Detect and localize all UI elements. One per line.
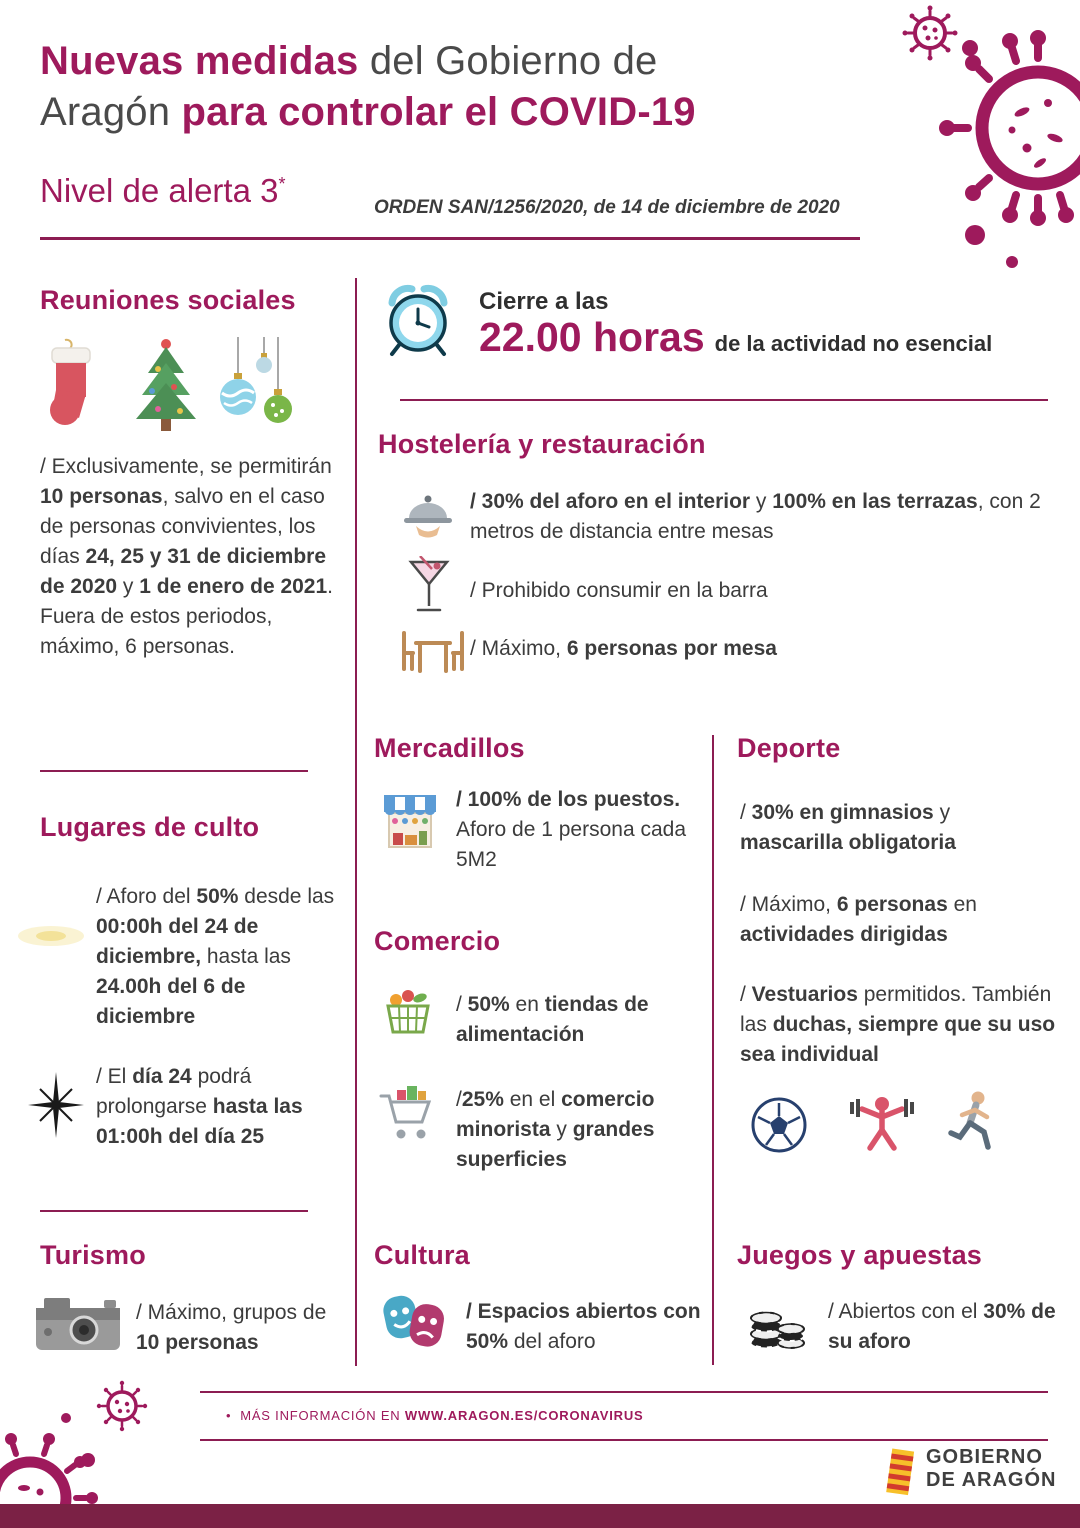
title-line-1 bbox=[40, 36, 880, 87]
culto-item-2: / El día 24 podrá prolongarse hasta las 01:00h del día 25 bbox=[96, 1065, 303, 1149]
deporte-heading: Deporte bbox=[737, 733, 841, 763]
deporte-item-1: / 30% en gimnasios y mascarilla obligatoria bbox=[740, 801, 956, 855]
column-divider-1 bbox=[355, 278, 357, 1366]
alert-level-label bbox=[40, 172, 285, 210]
juegos-item: / Abiertos con el 30% de su aforo bbox=[828, 1300, 1056, 1354]
footer-info bbox=[226, 1408, 644, 1423]
comercio-item-1: / 50% en tiendas de alimentación bbox=[456, 993, 649, 1047]
grocery-basket-icon bbox=[382, 984, 434, 1038]
reuniones-sociales-heading: Reuniones sociales bbox=[40, 285, 296, 315]
reuniones-sociales-text: / Exclusivamente, se permitirán 10 personas, salvo en el caso de personas convivientes, los días 24, 25 y 31 de diciembre de 2020 y 1 de enero de 2021. Fuera de estos periodos, máximo, 6 personas. bbox=[40, 455, 334, 659]
alert-level-text: Nivel de alerta 3 bbox=[40, 172, 279, 209]
stocking-icon bbox=[45, 338, 101, 433]
virus-decoration-top-right bbox=[900, 0, 1080, 300]
hosteleria-item-2: / Prohibido consumir en la barra bbox=[470, 579, 768, 602]
soccer-ball-icon bbox=[750, 1096, 808, 1154]
alert-asterisk: * bbox=[278, 174, 286, 194]
theater-masks-icon bbox=[377, 1290, 449, 1354]
mercadillos-heading: Mercadillos bbox=[374, 733, 525, 763]
table-chairs-icon bbox=[398, 627, 468, 675]
logo-line-1: GOBIERNO bbox=[926, 1446, 1043, 1468]
deporte-item-3: / Vestuarios permitidos. También las duchas, siempre que su uso sea individual bbox=[740, 983, 1056, 1067]
cocktail-icon bbox=[408, 556, 450, 616]
hosteleria-item-3: / Máximo, 6 personas por mesa bbox=[470, 637, 777, 660]
weightlifter-icon bbox=[848, 1090, 916, 1156]
hosteleria-heading: Hostelería y restauración bbox=[378, 429, 706, 459]
title-line-2 bbox=[40, 87, 880, 138]
footer-rule-top bbox=[200, 1391, 1048, 1393]
footer-bullet: • bbox=[226, 1408, 232, 1423]
turismo-item: / Máximo, grupos de 10 personas bbox=[136, 1301, 327, 1355]
page-title bbox=[40, 36, 880, 138]
order-reference: ORDEN SAN/1256/2020, de 14 de diciembre de 2020 bbox=[374, 197, 840, 218]
camera-icon bbox=[34, 1292, 122, 1354]
candle-glow-icon bbox=[14, 912, 88, 958]
baubles-icon bbox=[218, 337, 294, 437]
closing-time-banner bbox=[479, 314, 1059, 361]
gobierno-aragon-logo bbox=[884, 1446, 1056, 1492]
section-divider-left-1 bbox=[40, 770, 308, 772]
shopping-cart-icon bbox=[377, 1082, 439, 1144]
footer-rule-bottom bbox=[200, 1439, 1048, 1441]
closing-time: 22.00 horas bbox=[479, 314, 705, 360]
closing-intro: Cierre a las bbox=[479, 288, 609, 315]
cultura-heading: Cultura bbox=[374, 1240, 470, 1270]
logo-text bbox=[926, 1446, 1056, 1492]
column-divider-2 bbox=[712, 735, 714, 1365]
title-bold-1: Nuevas medidas bbox=[40, 39, 359, 83]
title-rest-1: del Gobierno de bbox=[358, 39, 658, 83]
lugares-culto-heading: Lugares de culto bbox=[40, 812, 260, 842]
logo-line-2: DE ARAGÓN bbox=[926, 1469, 1057, 1491]
section-divider-left-2 bbox=[40, 1210, 308, 1212]
bottom-bar bbox=[0, 1504, 1080, 1528]
deporte-item-2: / Máximo, 6 personas en actividades dirigidas bbox=[740, 893, 977, 947]
poker-chips-icon bbox=[746, 1292, 808, 1352]
juegos-heading: Juegos y apuestas bbox=[737, 1240, 983, 1270]
market-stall-icon bbox=[382, 793, 438, 853]
cloche-icon bbox=[402, 489, 454, 541]
cultura-item: / Espacios abiertos con 50% del aforo bbox=[466, 1300, 701, 1354]
turismo-heading: Turismo bbox=[40, 1240, 146, 1270]
culto-item-1: / Aforo del 50% desde las 00:00h del 24 de diciembre, hasta las 24.00h del 6 de diciembre bbox=[96, 885, 335, 1029]
comercio-item-2: /25% en el comercio minorista y grandes superficies bbox=[456, 1088, 655, 1172]
header-rule bbox=[40, 237, 860, 240]
closing-detail: de la actividad no esencial bbox=[714, 331, 993, 356]
footer-info-prefix: MÁS INFORMACIÓN EN bbox=[240, 1408, 405, 1423]
alarm-clock-icon bbox=[382, 281, 454, 359]
comercio-heading: Comercio bbox=[374, 926, 501, 956]
mercadillos-item: / 100% de los puestos. Aforo de 1 persona cada 5M2 bbox=[456, 788, 686, 872]
closing-banner-rule bbox=[400, 399, 1048, 401]
title-plain-2: Aragón bbox=[40, 90, 182, 135]
hosteleria-item-1: / 30% del aforo en el interior y 100% en las terrazas, con 2 metros de distancia entre mesas bbox=[470, 490, 1041, 544]
title-bold-2: para controlar el COVID-19 bbox=[181, 90, 696, 135]
aragon-flag-icon bbox=[884, 1448, 918, 1498]
christmas-tree-icon bbox=[124, 335, 208, 435]
star-icon bbox=[28, 1072, 84, 1138]
footer-info-url: WWW.ARAGON.ES/CORONAVIRUS bbox=[404, 1408, 644, 1423]
runner-icon bbox=[944, 1088, 998, 1154]
